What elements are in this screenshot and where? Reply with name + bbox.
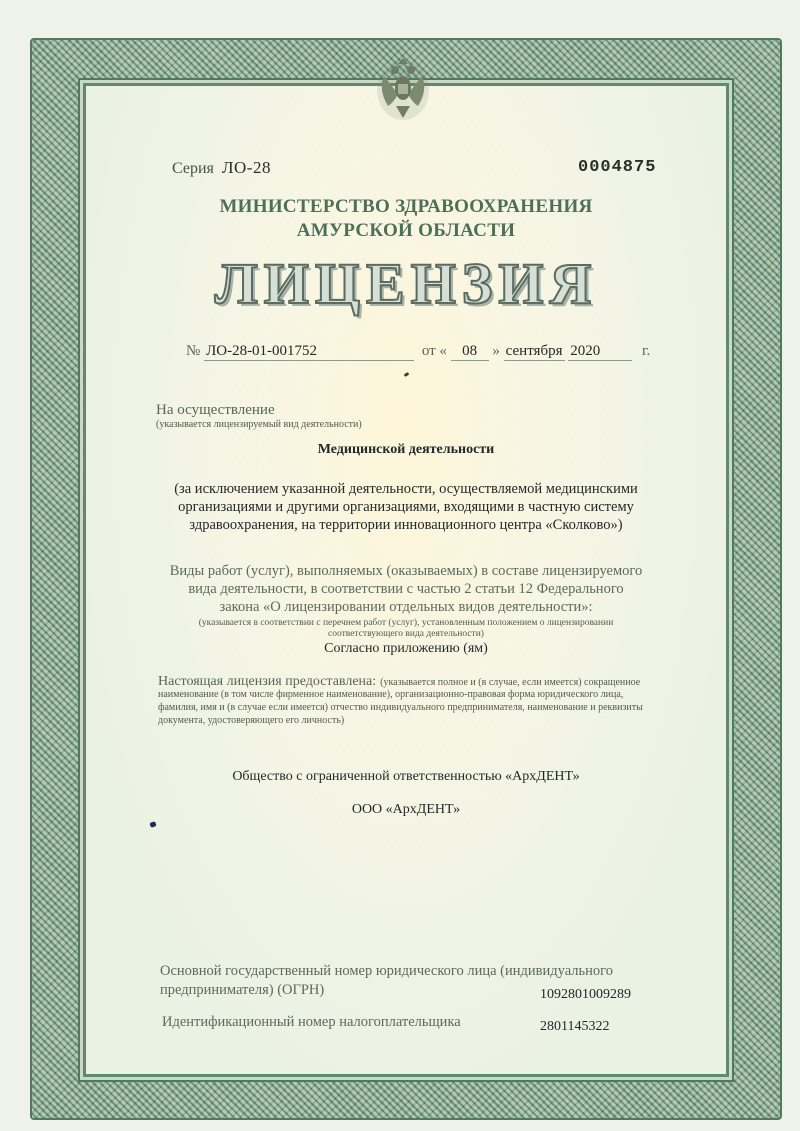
works-hint2: соответствующего вида деятельности) bbox=[328, 629, 484, 639]
works-line1: Виды работ (услуг), выполняемых (оказываемых) в составе лицензируемого bbox=[169, 563, 643, 579]
coat-of-arms-icon bbox=[372, 48, 434, 126]
date-year: 2020 bbox=[568, 343, 632, 361]
date-month: сентября bbox=[505, 343, 563, 359]
license-number-row bbox=[186, 343, 650, 361]
series-value: ЛО-28 bbox=[222, 158, 271, 177]
inn-label: Идентификационный номер налогоплательщика bbox=[162, 1014, 461, 1030]
works-line3: закона «О лицензировании отдельных видов деятельности»: bbox=[219, 599, 593, 615]
works-hint1: (указывается в соответствии с перечнем работ (услуг), установленным положением о лицензировании bbox=[198, 618, 614, 628]
inn-value: 2801145322 bbox=[540, 1019, 610, 1034]
activity-label: На осуществление bbox=[156, 402, 275, 418]
licensee-hint4: документа, удостоверяющего его личность) bbox=[158, 715, 345, 726]
ogrn-value: 1092801009289 bbox=[540, 987, 631, 1002]
activity-value: Медицинской деятельности bbox=[317, 442, 495, 457]
activity-exclusion-line1: (за исключением указанной деятельности, осуществляемой медицинскими bbox=[174, 481, 638, 497]
date-day: 08 bbox=[451, 343, 489, 361]
document-title: ЛИЦЕНЗИЯ bbox=[214, 251, 598, 316]
ministry-name-line1: МИНИСТЕРСТВО ЗДРАВООХРАНЕНИЯ bbox=[219, 196, 593, 217]
ministry-name-line2: АМУРСКОЙ ОБЛАСТИ bbox=[296, 220, 516, 241]
licensee-label: Настоящая лицензия предоставлена: bbox=[158, 674, 377, 689]
license-number-value: ЛО-28-01-001752 bbox=[204, 343, 414, 361]
activity-hint: (указывается лицензируемый вид деятельности) bbox=[156, 419, 362, 430]
ogrn-label-line1: Основной государственный номер юридического лица (индивидуального bbox=[160, 963, 613, 979]
licensee-short-name: ООО «АрхДЕНТ» bbox=[351, 802, 461, 817]
date-year-suffix: г. bbox=[642, 343, 651, 359]
number-sign: № bbox=[186, 343, 201, 359]
licensee-label-row bbox=[158, 672, 698, 690]
licensee-full-name: Общество с ограниченной ответственностью «АрхДЕНТ» bbox=[232, 769, 580, 784]
ogrn-label-line2: предпринимателя) (ОГРН) bbox=[160, 982, 325, 998]
licensee-hint3: фамилия, имя и (в случае если имеется) отчество индивидуального предпринимателя, наименование и реквизиты bbox=[158, 702, 643, 713]
works-value: Согласно приложению (ям) bbox=[324, 641, 488, 656]
licensee-hint2: наименование (в том числе фирменное наименование), организационно-правовая форма юридического лица, bbox=[158, 689, 624, 700]
form-number: 0004875 bbox=[578, 158, 657, 177]
licensee-hint1: (указывается полное и (в случае, если имеется) сокращенное bbox=[380, 677, 641, 688]
activity-exclusion-line3: здравоохранения, на территории инновационного центра «Сколково») bbox=[189, 517, 623, 533]
series-label: Серия bbox=[172, 160, 214, 177]
activity-exclusion-line2: организациями и другими организациями, входящими в частную систему bbox=[178, 499, 634, 515]
works-line2: вида деятельности, в соответствии с частью 2 статьи 12 Федерального bbox=[188, 581, 624, 597]
date-close-quote: » bbox=[492, 343, 500, 359]
date-from-label: от « bbox=[421, 343, 447, 359]
